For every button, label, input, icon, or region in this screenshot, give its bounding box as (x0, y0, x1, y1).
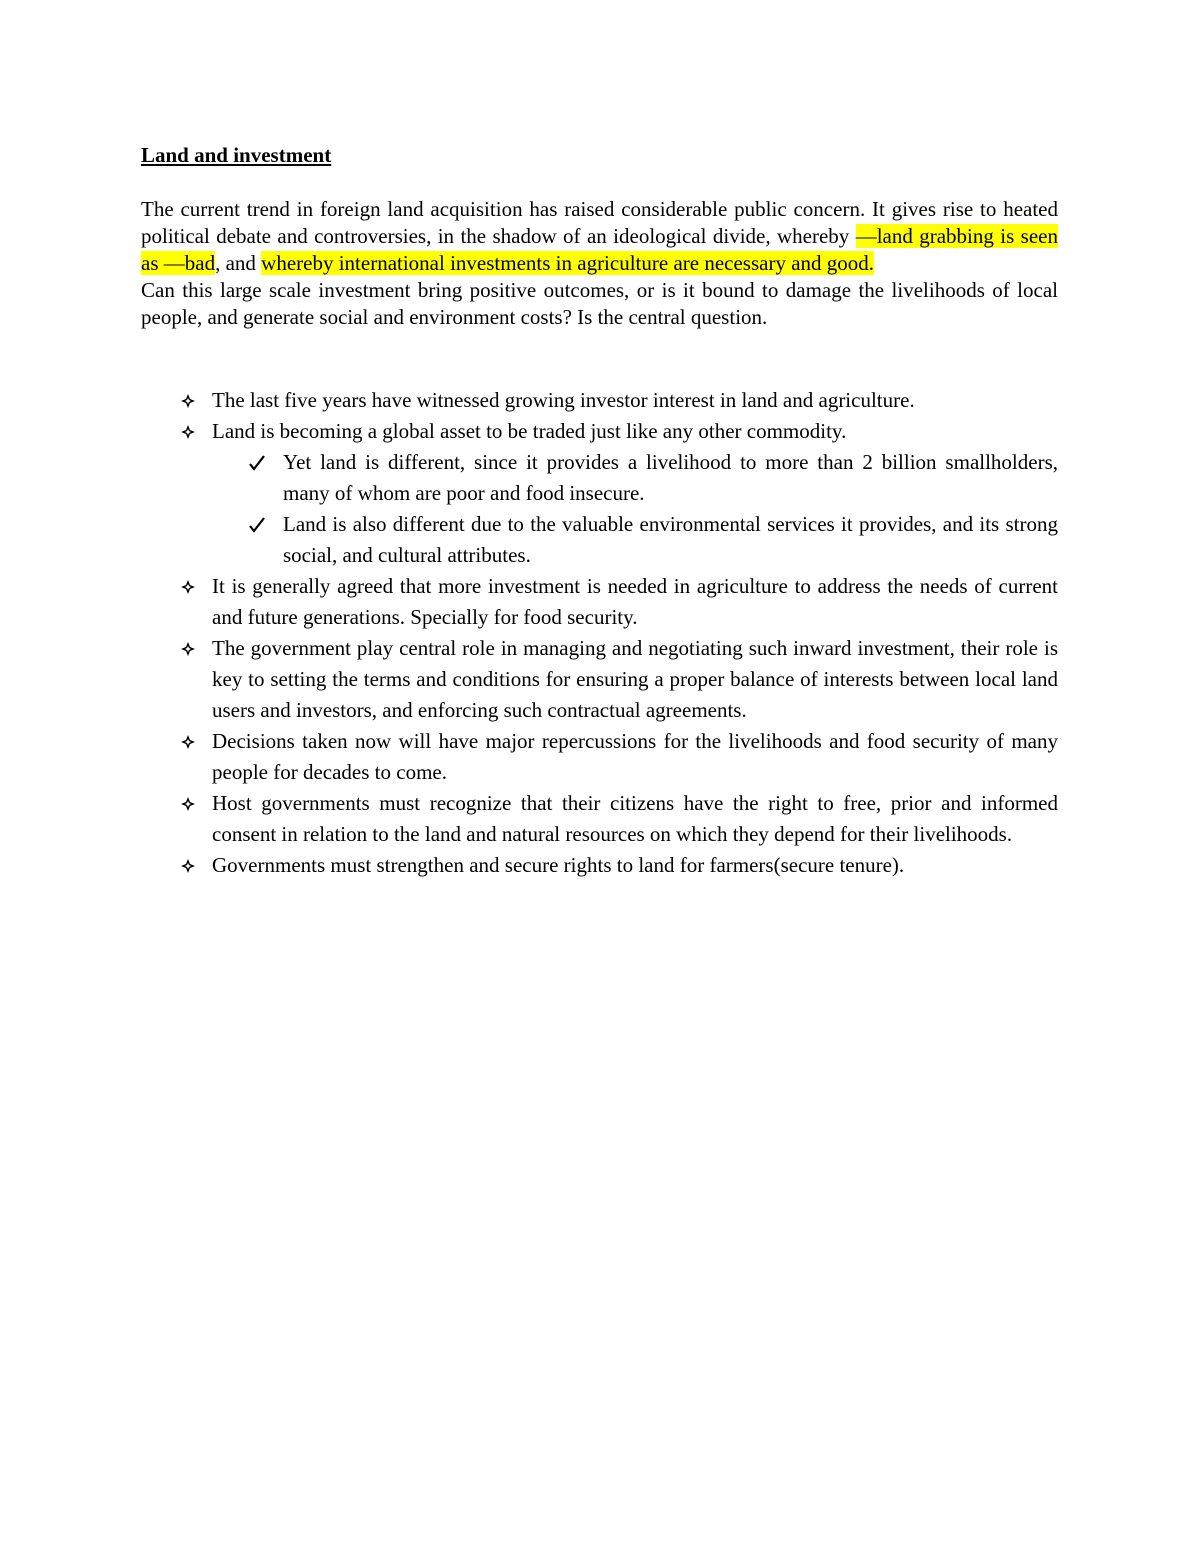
checkmark-icon (248, 509, 270, 540)
sub-list-item (212, 447, 1058, 509)
document-page (141, 142, 1058, 881)
checkmark-icon (248, 447, 270, 478)
sub-list (212, 447, 1058, 571)
diamond-bullet-icon (178, 726, 198, 757)
sub-list-item (212, 509, 1058, 571)
list-item (141, 571, 1058, 633)
page-title: Land and investment (141, 143, 332, 167)
list-item (141, 633, 1058, 726)
list-item-text: It is generally agreed that more investment is needed in agriculture to address the needs of current and future generations. Specially for food security. (212, 574, 1058, 629)
intro-paragraph (141, 196, 1058, 277)
list-item (141, 416, 1058, 571)
list-item (141, 788, 1058, 850)
list-item-text: The last five years have witnessed growing investor interest in land and agriculture. (212, 388, 915, 412)
sub-list-item-text: Yet land is different, since it provides a livelihood to more than 2 billion smallholders, many of whom are poor and food insecure. (283, 450, 1058, 505)
diamond-bullet-icon (178, 385, 198, 416)
highlighted-text-1: —land grabbing is seen as —bad (141, 224, 1058, 275)
diamond-bullet-icon (178, 416, 198, 447)
list-item-text: Land is becoming a global asset to be traded just like any other commodity. (212, 419, 847, 443)
list-item-text: The government play central role in managing and negotiating such inward investment, their role is key to setting the terms and conditions for ensuring a proper balance of interests between local land users and investors, and enforcing such contractual agreements. (212, 636, 1058, 722)
list-item (141, 385, 1058, 416)
list-item (141, 850, 1058, 881)
intro-text-1: The current trend in foreign land acquisition has raised considerable public concern. It gives rise to heated political debate and controversies, in the shadow of an ideological divide, whereby (141, 197, 1058, 248)
list-item-text: Governments must strengthen and secure rights to land for farmers(secure tenure). (212, 853, 905, 877)
paragraph-spacer (141, 331, 1058, 385)
list-item-text: Decisions taken now will have major repercussions for the livelihoods and food security of many people for decades to come. (212, 729, 1058, 784)
diamond-bullet-icon (178, 633, 198, 664)
list-item (141, 726, 1058, 788)
diamond-bullet-icon (178, 788, 198, 819)
intro-text-2: , and (215, 251, 262, 275)
highlighted-text-2: whereby international investments in agriculture are necessary and good. (261, 251, 875, 275)
sub-list-item-text: Land is also different due to the valuable environmental services it provides, and its strong social, and cultural attributes. (283, 512, 1058, 567)
diamond-bullet-icon (178, 571, 198, 602)
central-question-paragraph: Can this large scale investment bring positive outcomes, or is it bound to damage the livelihoods of local people, and generate social and environment costs? Is the central question. (141, 278, 1058, 329)
diamond-bullet-icon (178, 850, 198, 881)
bullet-list (141, 385, 1058, 881)
list-item-text: Host governments must recognize that their citizens have the right to free, prior and informed consent in relation to the land and natural resources on which they depend for their livelihoods. (212, 791, 1058, 846)
